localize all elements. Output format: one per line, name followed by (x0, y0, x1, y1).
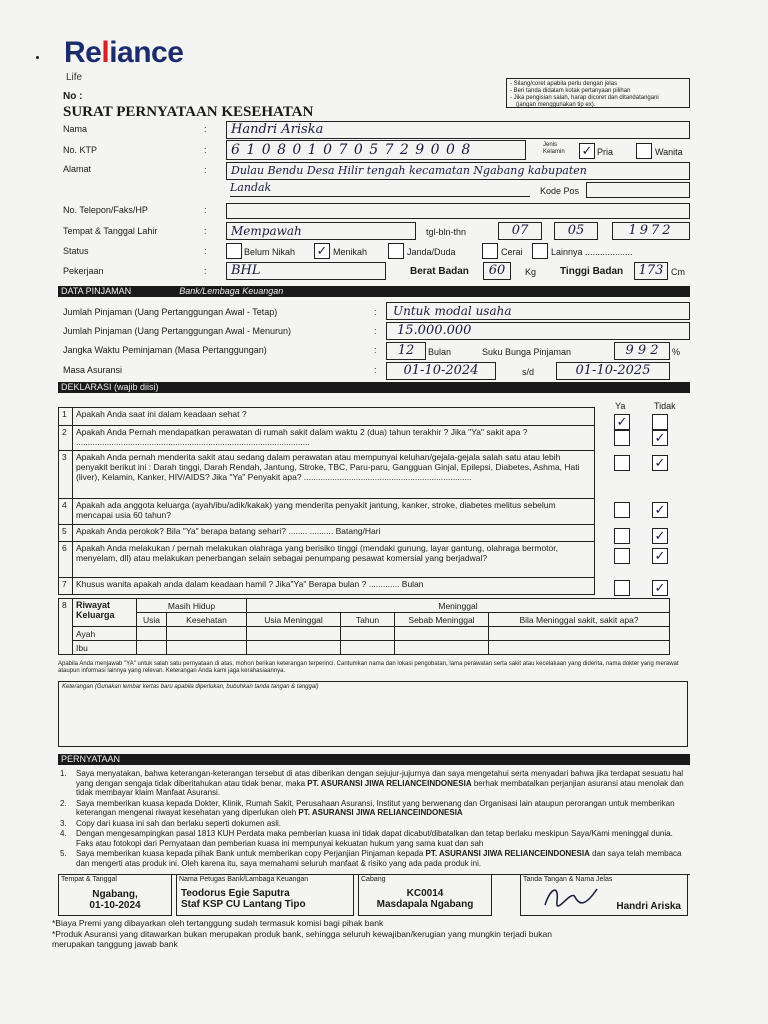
ink-dot (36, 56, 39, 59)
status-belum-nikah-checkbox[interactable] (226, 243, 242, 259)
pria-checkbox[interactable]: ✓ (579, 143, 595, 159)
tinggi-label: Tinggi Badan (560, 266, 624, 277)
jangka-field[interactable]: 12 (386, 342, 426, 360)
ktp-field[interactable]: 6 1 0 8 0 1 0 7 0 5 7 2 9 0 0 8 (226, 140, 526, 160)
status-lainnya-checkbox[interactable] (532, 243, 548, 259)
deklarasi-footnote: Apabila Anda menjawab "YA" untuk salah satu pernyataan di atas, mohon berikan keterangan terperinci. Cantumkan nama dan lokasi pengobatan, lama perawatan serta sakit atau kecelakaan yang diderita, nama dokter yang merawat ataupun informasi lainnya yang relevan. Keterangan Anda kami jaga kerahasiaannya. (58, 661, 679, 674)
bln-field[interactable]: 05 (554, 222, 598, 240)
q6-tidak-checkbox[interactable]: ✓ (652, 548, 668, 564)
status-menikah-label: Menikah (333, 247, 368, 257)
q1-ya-checkbox[interactable]: ✓ (614, 414, 630, 430)
q7-tidak-checkbox[interactable]: ✓ (652, 580, 668, 596)
ktp-label: No. KTP (63, 145, 98, 155)
keterangan-box[interactable]: Keterangan (Gunakan lembar kertas baru apabila diperlukan, bubuhkan tanda tangan & tanggal) (58, 681, 688, 747)
q3-ya-checkbox[interactable] (614, 455, 630, 471)
deklarasi-questions: 1 Apakah Anda saat ini dalam keadaan sehat ? 2 Apakah Anda Pernah mendapatkan perawatan di rumah sakit dalam waktu 2 (dua) tahun terakhir ? Jika "Ya" sakit apa ? ................................................................................................... 3 Apakah Anda pernah menderita sakit atau sedang dalam perawatan atau mempunyai keluhan/gejala-gejala salah satu atau lebih penyakit berikut ini : Darah tinggi, Darah Rendah, Jantung, Stroke, TBC, Paru-paru, Gangguan Ginjal, Epilepsi, Diabetes, Ashma, Hati (liver), Kelamin, Kanker, HIV/AIDS? Jika "Ya" Penyakit apa? ....................................................................... 4 Apakah ada anggota keluarga (ayah/ibu/adik/kakak) yang menderita penyakit jantung, kanker, stroke, diabetes melitus sebelum mencapai usia 60 tahun? 5 Apakah Anda perokok? Bila "Ya" berapa batang sehari? ........ .......... Batang/Hari 6 Apakah Anda melakukan / pernah melakukan olahraga yang berisiko tinggi (mendaki gunung, layar gantung, olahraga bermotor, menyelam, dll) atau melakukan penerbangan selain sebagai penumpang pesawat komersial yang berjadwal? 7 Khusus wanita apakah anda dalam keadaan hamil ? Jika"Ya" Berapa bulan ? ............. Bulan (58, 407, 595, 595)
ayah-label: Ayah (73, 627, 137, 641)
pekerjaan-field[interactable]: BHL (226, 262, 386, 280)
q1-tidak-checkbox[interactable] (652, 414, 668, 430)
signature-scribble (541, 883, 601, 911)
q7-ya-checkbox[interactable] (614, 580, 630, 596)
status-janda-checkbox[interactable] (388, 243, 404, 259)
petugas-box: Nama Petugas Bank/Lambaga Keuangan Teodorus Egie Saputra Staf KSP CU Lantang Tipo (176, 874, 354, 916)
sd-label: s/d (522, 367, 535, 377)
question-2: Apakah Anda Pernah mendapatkan perawatan di rumah sakit dalam waktu 2 (dua) tahun terakhir ? Jika "Ya" sakit apa ? ................................................................................................... (73, 426, 595, 451)
pria-label: Pria (597, 147, 614, 157)
kode-pos-label: Kode Pos (540, 186, 580, 196)
reliance-logo: Reliance (64, 36, 184, 69)
ttd-box: Tanda Tangan & Nama Jelas Handri Ariska (520, 874, 688, 916)
thn-field[interactable]: 1972 (612, 222, 690, 240)
question-7: Khusus wanita apakah anda dalam keadaan hamil ? Jika"Ya" Berapa bulan ? ............. Bulan (73, 578, 595, 595)
alamat-field-2[interactable]: Landak (230, 181, 530, 197)
status-cerai-label: Cerai (501, 247, 523, 257)
pernyataan-list: 1. Saya menyatakan, bahwa keterangan-keterangan tersebut di atas diberikan dengan sejujur-jujurnya dan saya mengetahui serta menyadari bahwa jika terdapat sesuatu hal yang dengan sengaja tidak diberitahukan atau tidak benar, maka PT. ASURANSI JIWA RELIANCEINDONESIA berhak membatalkan perjanjian asuransi atau menolak dan tidak membayar klaim Manfaat Asuransi. 2. Saya memberikan kuasa kepada Dokter, Klinik, Rumah Sakit, Perusahaan Asuransi, Institut yang berwenang dan Organisasi lain ataupun perorangan untuk memberikan keterangan mengenai riwayat kesehatan yang diperlukan oleh PT. ASURANSI JIWA RELIANCEINDONESIA 3. Copy dari kuasa ini sah dan berlaku seperti dokumen asli. 4. Dengan mengesampingkan pasal 1813 KUH Perdata maka pemberian kuasa ini tidak dapat dicabut/dibatalkan dan tetap berlaku meskipun Saya/Kami meninggal dunia. Faks atau fotokopi dari Pernyataan dan pemberian kuasa ini mempunyai kekuatan hukum yang sama kuat dan sah 5. Saya memberikan kuasa kepada pihak Bank untuk memberikan copy Perjanjian Pinjaman kepada PT. ASURANSI JIWA RELIANCEINDONESIA dan saya telah membaca dan mengerti atas produk ini. Oleh karena itu, saya memahami seluruh manfaat & risiko yang ada pada produk ini. (60, 769, 684, 868)
q2-ya-checkbox[interactable] (614, 430, 630, 446)
deklarasi-header: DEKLARASI (wajib diisi) (58, 382, 690, 393)
tempat-lahir-field[interactable]: Mempawah (226, 222, 416, 240)
status-belum-nikah-label: Belum Nikah (244, 247, 296, 257)
page-title: SURAT PERNYATAAN KESEHATAN (63, 104, 314, 120)
wanita-checkbox[interactable] (636, 143, 652, 159)
bunga-field[interactable]: 9 9 2 (614, 342, 670, 360)
masa-dari-field[interactable]: 01-10-2024 (386, 362, 496, 380)
pinjaman-menurun-label: Jumlah Pinjaman (Uang Pertanggungan Awal - Menurun) (63, 326, 291, 336)
alamat-label: Alamat (63, 164, 92, 174)
kode-pos-field[interactable] (586, 182, 690, 198)
pernyataan-header: PERNYATAAN (58, 754, 690, 765)
q4-ya-checkbox[interactable] (614, 502, 630, 518)
bulan-label: Bulan (428, 347, 452, 357)
berat-unit: Kg (525, 267, 537, 277)
q5-tidak-checkbox[interactable]: ✓ (652, 528, 668, 544)
question-4: Apakah ada anggota keluarga (ayah/ibu/adik/kakak) yang menderita penyakit jantung, kanker, stroke, diabetes melitus sebelum mencapai usia 60 tahun? (73, 499, 595, 525)
tempat-tanggal-box: Tempat & Tanggal Ngabang, 01-10-2024 (58, 874, 172, 916)
status-label: Status (63, 246, 89, 256)
cabang-box: Cabang KC0014 Masdapala Ngabang (358, 874, 492, 916)
riwayat-keluarga-table: 8 Riwayat Keluarga Masih Hidup Meninggal Usia Kesehatan Usia Meninggal Tahun Sebab Meninggal Bila Meninggal sakit, sakit apa? Ayah Ibu (58, 598, 670, 655)
tidak-header: Tidak (654, 401, 676, 411)
q5-ya-checkbox[interactable] (614, 528, 630, 544)
masa-sampai-field[interactable]: 01-10-2025 (556, 362, 670, 380)
pinjaman-tetap-field[interactable]: Untuk modal usaha (386, 302, 690, 320)
riwayat-label: Riwayat Keluarga (73, 599, 137, 627)
tgl-field[interactable]: 07 (498, 222, 542, 240)
question-3: Apakah Anda pernah menderita sakit atau sedang dalam perawatan atau mempunyai keluhan/gejala-gejala salah satu atau lebih penyakit berikut ini : Darah tinggi, Darah Rendah, Jantung, Stroke, TBC, Paru-paru, Gangguan Ginjal, Epilepsi, Diabetes, Ashma, Hati (liver), Kelamin, Kanker, HIV/AIDS? Jika "Ya" Penyakit apa? ....................................................................... (73, 451, 595, 499)
ibu-label: Ibu (73, 641, 137, 655)
ya-header: Ya (615, 401, 626, 411)
status-cerai-checkbox[interactable] (482, 243, 498, 259)
question-6: Apakah Anda melakukan / pernah melakukan olahraga yang berisiko tinggi (mendaki gunung, layar gantung, olahraga bermotor, menyelam, dll) atau melakukan penerbangan selain sebagai penumpang pesawat komersial yang berjadwal? (73, 542, 595, 578)
tgl-label: tgl-bln-thn (426, 227, 467, 237)
pinjaman-tetap-label: Jumlah Pinjaman (Uang Pertanggungan Awal - Tetap) (63, 307, 278, 317)
pekerjaan-label: Pekerjaan (63, 266, 104, 276)
q2-tidak-checkbox[interactable]: ✓ (652, 430, 668, 446)
instruction-note: - Silang/coret apabila perlu dengan jelas - Beri tanda didalam kotak pertanyaan pilihan - Jika pengisian salah, harap dicoret dan ditandatangani (jangan menggunakan tip ex). (506, 78, 690, 108)
q3-tidak-checkbox[interactable]: ✓ (652, 455, 668, 471)
alamat-field-1[interactable]: Dulau Bendu Desa Hilir tengah kecamatan Ngabang kabupaten (226, 162, 690, 180)
ttl-label: Tempat & Tanggal Lahir (63, 226, 158, 236)
berat-field[interactable]: 60 (483, 262, 511, 280)
question-5: Apakah Anda perokok? Bila "Ya" berapa batang sehari? ........ .......... Batang/Hari (73, 525, 595, 542)
bunga-label: Suku Bunga Pinjaman (482, 347, 572, 357)
question-1: Apakah Anda saat ini dalam keadaan sehat ? (73, 408, 595, 426)
telepon-label: No. Telepon/Faks/HP (63, 205, 148, 215)
pinjaman-menurun-field[interactable]: 15.000.000 (386, 322, 690, 340)
nama-label: Nama (63, 124, 88, 134)
status-menikah-checkbox[interactable]: ✓ (314, 243, 330, 259)
status-janda-label: Janda/Duda (407, 247, 456, 257)
berat-label: Berat Badan (410, 266, 469, 277)
no-label: No : (63, 91, 83, 102)
footer-notes: *Biaya Premi yang dibayarkan oleh tertanggung sudah termasuk komisi bagi pihak bank *Produk Asuransi yang ditawarkan bukan merupakan produk bank, sehingga seluruh kewajiban/kerugian yang mungkin terjadi bukan merupakan tanggung jawab bank (52, 918, 552, 949)
jenis-kelamin-label: Jenis Kelamin (543, 142, 565, 155)
tinggi-field[interactable]: 173 (634, 262, 668, 280)
nama-field[interactable]: Handri Ariska (226, 121, 690, 139)
status-lainnya-label: Lainnya ................... (551, 247, 633, 257)
q4-tidak-checkbox[interactable]: ✓ (652, 502, 668, 518)
jangka-label: Jangka Waktu Peminjaman (Masa Pertanggungan) (63, 345, 267, 355)
wanita-label: Wanita (655, 147, 683, 157)
q6-ya-checkbox[interactable] (614, 548, 630, 564)
logo-sub: Life (66, 72, 83, 83)
bunga-pct: % (672, 347, 681, 357)
masa-label: Masa Asuransi (63, 365, 123, 375)
tinggi-unit: Cm (671, 267, 685, 277)
data-pinjaman-header: DATA PINJAMAN Bank/Lembaga Keuangan (58, 286, 690, 297)
telepon-field[interactable] (226, 203, 690, 219)
